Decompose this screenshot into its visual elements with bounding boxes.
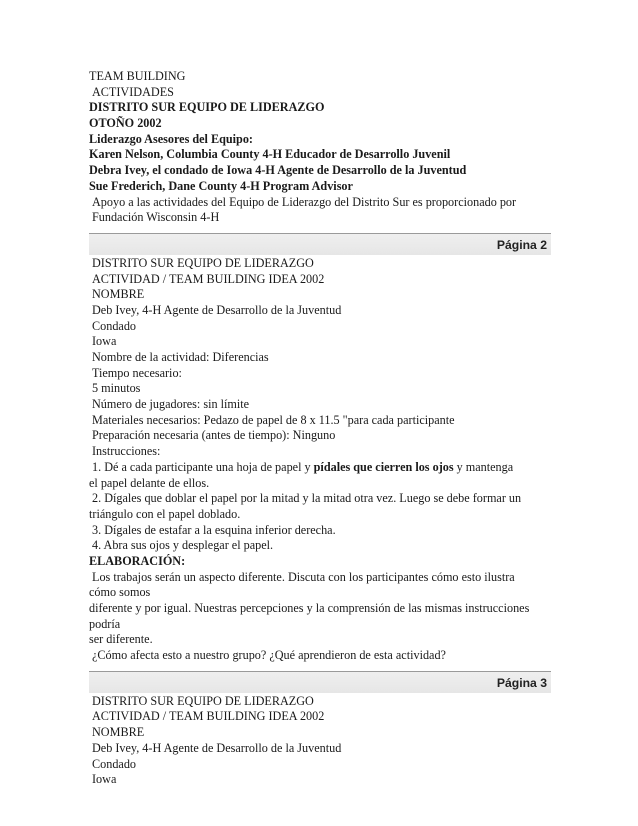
p2-elab-4: podría [89,616,121,631]
document-content [89,69,551,788]
p2-step-1-cont: el papel delante de ellos. [89,475,210,490]
p3-district: DISTRITO SUR EQUIPO DE LIDERAZGO [92,693,314,708]
intro-district: DISTRITO SUR EQUIPO DE LIDERAZGO [89,100,325,115]
p2-step-1-emphasis: pídales que cierren los ojos [313,459,454,474]
p2-elab-2: cómo somos [89,585,151,600]
p2-county-value: Iowa [92,334,117,349]
p2-step-2: 2. Dígales que doblar el papel por la mitad y la mitad otra vez. Luego se debe formar un [92,491,522,506]
p2-preparation: Preparación necesaria (antes de tiempo): Ninguno [92,428,336,443]
intro-season: OTOÑO 2002 [89,116,162,131]
p3-name-label: NOMBRE [92,725,145,740]
p2-elab-1: Los trabajos serán un aspecto diferente. Discuta con los participantes cómo esto ilustra [92,569,515,584]
p3-county-label: Condado [92,756,137,771]
p3-name-value: Deb Ivey, 4-H Agente de Desarrollo de la Juventud [92,740,342,755]
p2-activity: ACTIVIDAD / TEAM BUILDING IDEA 2002 [92,271,325,286]
p2-time-label: Tiempo necesario: [92,365,182,380]
intro-subtitle: ACTIVIDADES [92,84,174,99]
p2-activity-name: Nombre de la actividad: Diferencias [92,350,269,364]
intro-advisors-heading: Liderazgo Asesores del Equipo: [89,131,253,146]
p2-materials: Materiales necesarios: Pedazo de papel de 8 x 11.5 "para cada participante [92,412,455,427]
p2-step-4: 4. Abra sus ojos y desplegar el papel. [92,538,274,553]
page-2-label: Página 2 [496,237,547,252]
p2-name-value: Deb Ivey, 4-H Agente de Desarrollo de la Juventud [92,302,342,317]
intro-advisor-1: Karen Nelson, Columbia County 4-H Educador de Desarrollo Juvenil [89,147,451,162]
p2-county-label: Condado [92,318,137,333]
p2-step-2-cont: triángulo con el papel doblado. [89,506,241,521]
intro-advisor-3: Sue Frederich, Dane County 4-H Program Advisor [89,178,353,193]
p2-instructions-label: Instrucciones: [92,444,161,459]
p2-name-label: NOMBRE [92,287,145,302]
p3-activity: ACTIVIDAD / TEAM BUILDING IDEA 2002 [92,709,325,724]
intro-foundation: Fundación Wisconsin 4-H [92,210,220,225]
page-3-header [89,671,551,693]
p2-elaboration-heading: ELABORACIÓN: [89,553,186,568]
page-3-label: Página 3 [496,675,547,690]
p2-elab-3: diferente y por igual. Nuestras percepciones y la comprensión de las mismas instrucciones [89,601,530,615]
p2-time-value: 5 minutos [92,381,141,396]
intro-title: TEAM BUILDING [89,69,186,83]
p2-elab-5: ser diferente. [89,632,153,647]
p2-step-1-text-a: 1. Dé a cada participante una hoja de papel y [92,459,314,474]
p3-county-value: Iowa [92,772,117,787]
p2-district: DISTRITO SUR EQUIPO DE LIDERAZGO [92,255,314,270]
p2-step-3: 3. Dígales de estafar a la esquina inferior derecha. [92,522,336,537]
p2-step-1-text-c: y mantenga [453,459,514,474]
intro-support: Apoyo a las actividades del Equipo de Liderazgo del Distrito Sur es proporcionado por [92,194,517,209]
p2-elab-6: ¿Cómo afecta esto a nuestro grupo? ¿Qué aprendieron de esta actividad? [92,648,446,663]
intro-advisor-2: Debra Ivey, el condado de Iowa 4-H Agente de Desarrollo de la Juventud [89,163,467,178]
page-2-header [89,233,551,255]
p2-players: Número de jugadores: sin límite [92,397,250,412]
p2-step-1 [89,460,551,476]
